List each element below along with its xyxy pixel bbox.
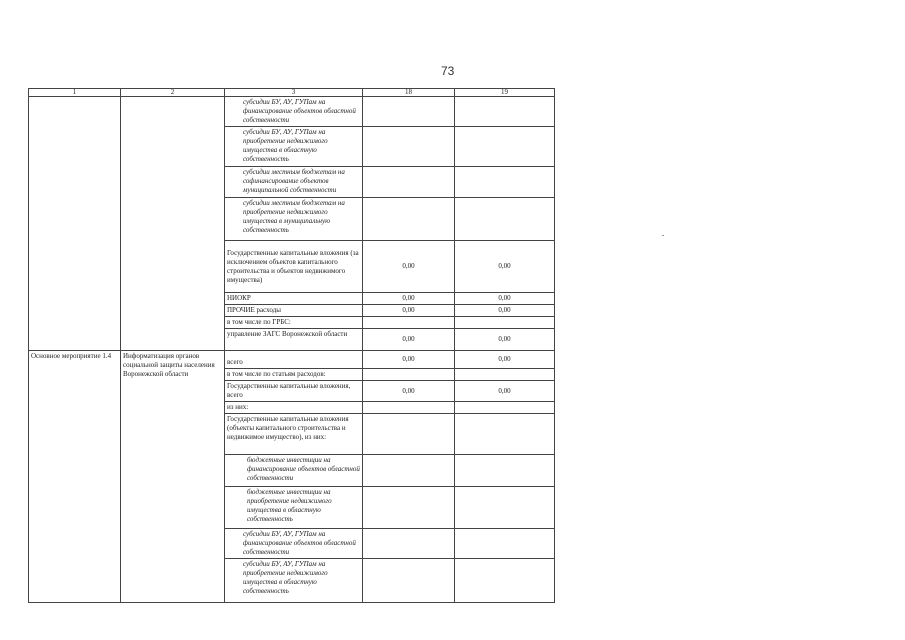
value-cell: 0,00 xyxy=(455,293,555,305)
row-label: субсидии БУ, АУ, ГУПам на финансирование объектов областной собственности xyxy=(225,529,363,559)
value-cell: 0,00 xyxy=(363,329,455,351)
value-cell xyxy=(363,127,455,167)
value-cell: 0,00 xyxy=(363,293,455,305)
value-cell xyxy=(455,455,555,487)
scan-artifact xyxy=(662,235,664,236)
row-label: управление ЗАГС Воронежской области xyxy=(225,329,363,351)
value-cell xyxy=(455,529,555,559)
value-cell xyxy=(455,167,555,198)
value-cell: 0,00 xyxy=(363,241,455,293)
col2-continuation xyxy=(121,97,225,351)
main-event-cell: Основное мероприятие 1.4 xyxy=(29,351,121,603)
value-cell xyxy=(363,369,455,381)
value-cell: 0,00 xyxy=(363,351,455,369)
row-label: ПРОЧИЕ расходы xyxy=(225,305,363,317)
value-cell xyxy=(363,317,455,329)
row-label: бюджетные инвестиции на приобретение недвижимого имущества в областную собственность xyxy=(225,487,363,529)
row-label: Государственные капитальные вложения (объекты капитального строительства и недвижимое имущество), из них: xyxy=(225,414,363,455)
value-cell: 0,00 xyxy=(363,305,455,317)
header-col-18: 18 xyxy=(363,89,455,97)
page-number: 73 xyxy=(441,64,455,78)
value-cell xyxy=(455,487,555,529)
row-label: бюджетные инвестиции на финансирование объектов областной собственности xyxy=(225,455,363,487)
main-event-name: Информатизация органов социальной защиты населения Воронежской области xyxy=(121,351,225,603)
row-label: Государственные капитальные вложения, всего xyxy=(225,381,363,402)
row-label: субсидии местным бюджетам на софинансирование объектов муниципальной собственности xyxy=(225,167,363,198)
row-label: субсидии местным бюджетам на приобретение недвижимого имущества в муниципальную собственность xyxy=(225,198,363,241)
row-label: субсидии БУ, АУ, ГУПам на приобретение недвижимого имущества в областную собственность xyxy=(225,127,363,167)
row-label: в том числе по статьям расходов: xyxy=(225,369,363,381)
value-cell xyxy=(455,317,555,329)
table-header-row xyxy=(29,89,555,97)
header-col-2: 2 xyxy=(121,89,225,97)
value-cell: 0,00 xyxy=(455,329,555,351)
row-label: субсидии БУ, АУ, ГУПам на финансирование объектов областной собственности xyxy=(225,97,363,127)
header-col-3: 3 xyxy=(225,89,363,97)
header-col-1: 1 xyxy=(29,89,121,97)
value-cell xyxy=(455,97,555,127)
col1-continuation xyxy=(29,97,121,351)
row-label: из них: xyxy=(225,402,363,414)
value-cell xyxy=(455,198,555,241)
value-cell xyxy=(363,402,455,414)
value-cell: 0,00 xyxy=(455,351,555,369)
value-cell xyxy=(455,369,555,381)
budget-table xyxy=(28,88,555,603)
value-cell xyxy=(363,559,455,603)
value-cell: 0,00 xyxy=(455,305,555,317)
header-col-19: 19 xyxy=(455,89,555,97)
value-cell xyxy=(455,402,555,414)
value-cell xyxy=(363,487,455,529)
value-cell xyxy=(363,97,455,127)
table-row xyxy=(29,351,555,369)
value-cell xyxy=(363,455,455,487)
row-label: субсидии БУ, АУ, ГУПам на приобретение недвижимого имущества в областную собственность xyxy=(225,559,363,603)
row-label: в том числе по ГРБС: xyxy=(225,317,363,329)
value-cell: 0,00 xyxy=(363,381,455,402)
table-row xyxy=(29,97,555,127)
value-cell xyxy=(455,414,555,455)
value-cell xyxy=(363,167,455,198)
value-cell: 0,00 xyxy=(455,381,555,402)
value-cell xyxy=(363,414,455,455)
value-cell xyxy=(363,529,455,559)
value-cell xyxy=(455,559,555,603)
value-cell xyxy=(455,127,555,167)
value-cell: 0,00 xyxy=(455,241,555,293)
value-cell xyxy=(363,198,455,241)
row-label: НИОКР xyxy=(225,293,363,305)
row-label: Государственные капитальные вложения (за исключением объектов капитального строительства и объектов недвижимого имущества) xyxy=(225,241,363,293)
row-label: всего xyxy=(225,351,363,369)
